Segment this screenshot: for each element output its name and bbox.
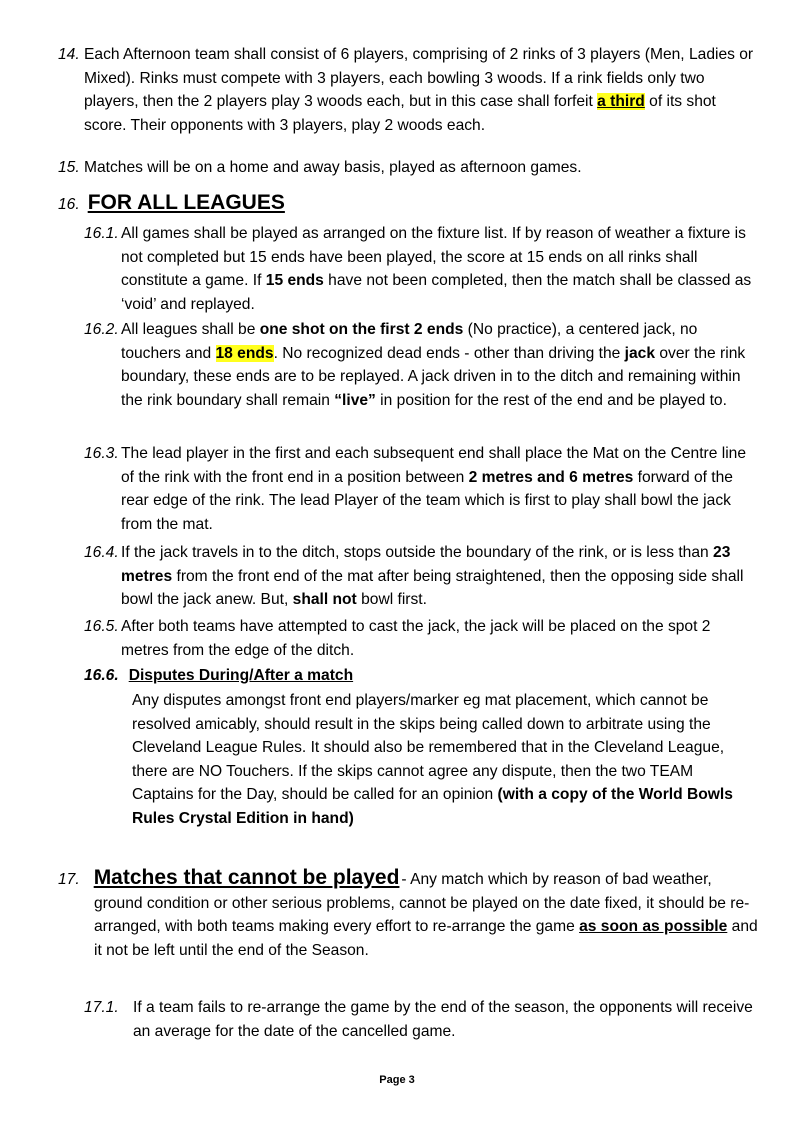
- rule-15: 15. Matches will be on a home and away basis, played as afternoon games.: [58, 156, 758, 180]
- rule-16-6-body: Any disputes amongst front end players/marker eg mat placement, which cannot be resolved amicably, should result in the skips being called down to arbitrate using the Cleveland League Rules. It should also be remembered that in the Cleveland League, there are NO Touchers. If the skips cannot agree any dispute, then the two TEAM Captains for the Day, should be called for an opinion (with a copy of the World Bowls Rules Crystal Edition in hand): [132, 692, 733, 827]
- section-title: FOR ALL LEAGUES: [87, 191, 285, 214]
- page-number: Page 3: [379, 1074, 415, 1086]
- rule-number: 17.1.: [84, 999, 119, 1016]
- rule-16-6-heading: [84, 664, 353, 688]
- rule-number: 14.: [58, 46, 80, 63]
- rule-14: 14. Each Afternoon team shall consist of 6 players, comprising of 2 rinks of 3 players (Men, Ladies or Mixed). Rinks must compete with 3 players, each bowling 3 woods. If a rink fields only two players, then the 2 players play 3 woods each, but in this case shall forfeit a third of its shot score. Their opponents with 3 players, play 2 woods each.: [58, 43, 758, 137]
- rule-16-3: 16.3. The lead player in the first and each subsequent end shall place the Mat on the Centre line of the rink with the front end in a position between 2 metres and 6 metres forward of the rear edge of the rink. The lead Player of the team which is first to play shall bowl the jack from the mat.: [84, 442, 760, 536]
- rule-number: 15.: [58, 159, 80, 176]
- rule-17-1: 17.1. If a team fails to re-arrange the game by the end of the season, the opponents will receive an average for the date of the cancelled game.: [84, 996, 760, 1043]
- rule-number: 16.1.: [84, 225, 119, 242]
- rule-number: 16.3.: [84, 445, 119, 462]
- section-title: Matches that cannot be played: [93, 866, 400, 889]
- rule-number: 16.2.: [84, 321, 119, 338]
- rule-number: 16.: [58, 196, 80, 213]
- rule-16-2: 16.2. All leagues shall be one shot on the first 2 ends (No practice), a centered jack, no touchers and 18 ends. No recognized dead ends - other than driving the jack over the rink boundary, these ends are to be replayed. A jack driven in to the ditch and remaining within the rink boundary shall remain “live” in position for the rest of the end and be played to.: [84, 318, 760, 412]
- rule-number: 16.5.: [84, 618, 119, 635]
- rule-number: 17.: [58, 871, 80, 888]
- rule-17-heading-line: 17. Matches that cannot be played - Any match which by reason of bad weather,: [58, 866, 760, 892]
- subsection-title: Disputes During/After a match: [128, 667, 354, 684]
- rule-17: [58, 866, 760, 962]
- highlighted-text: a third: [597, 93, 645, 110]
- rule-16-4: 16.4. If the jack travels in to the ditch, stops outside the boundary of the rink, or is less than 23 metres from the front end of the mat after being straightened, then the opposing side shall bowl the jack anew. But, shall not bowl first.: [84, 541, 760, 612]
- rule-number: 16.6.: [84, 667, 119, 684]
- rule-number: 16.4.: [84, 544, 119, 561]
- section-heading-all-leagues: [58, 191, 285, 217]
- rule-16-5: 16.5. After both teams have attempted to cast the jack, the jack will be placed on the spot 2 metres from the edge of the ditch.: [84, 615, 760, 662]
- rule-16-1: 16.1. All games shall be played as arranged on the fixture list. If by reason of weather a fixture is not completed but 15 ends have been played, the score at 15 ends on all rinks shall constitute a game. If 15 ends have not been completed, then the match shall be classed as ‘void’ and replayed.: [84, 222, 760, 316]
- highlighted-text: 18 ends: [215, 344, 274, 362]
- rule-17-body: ground condition or other serious problems, cannot be played on the date fixed, it should be re-arranged, with both teams making every effort to re-arrange the game as soon as possible and it not be left until the end of the Season.: [94, 894, 758, 959]
